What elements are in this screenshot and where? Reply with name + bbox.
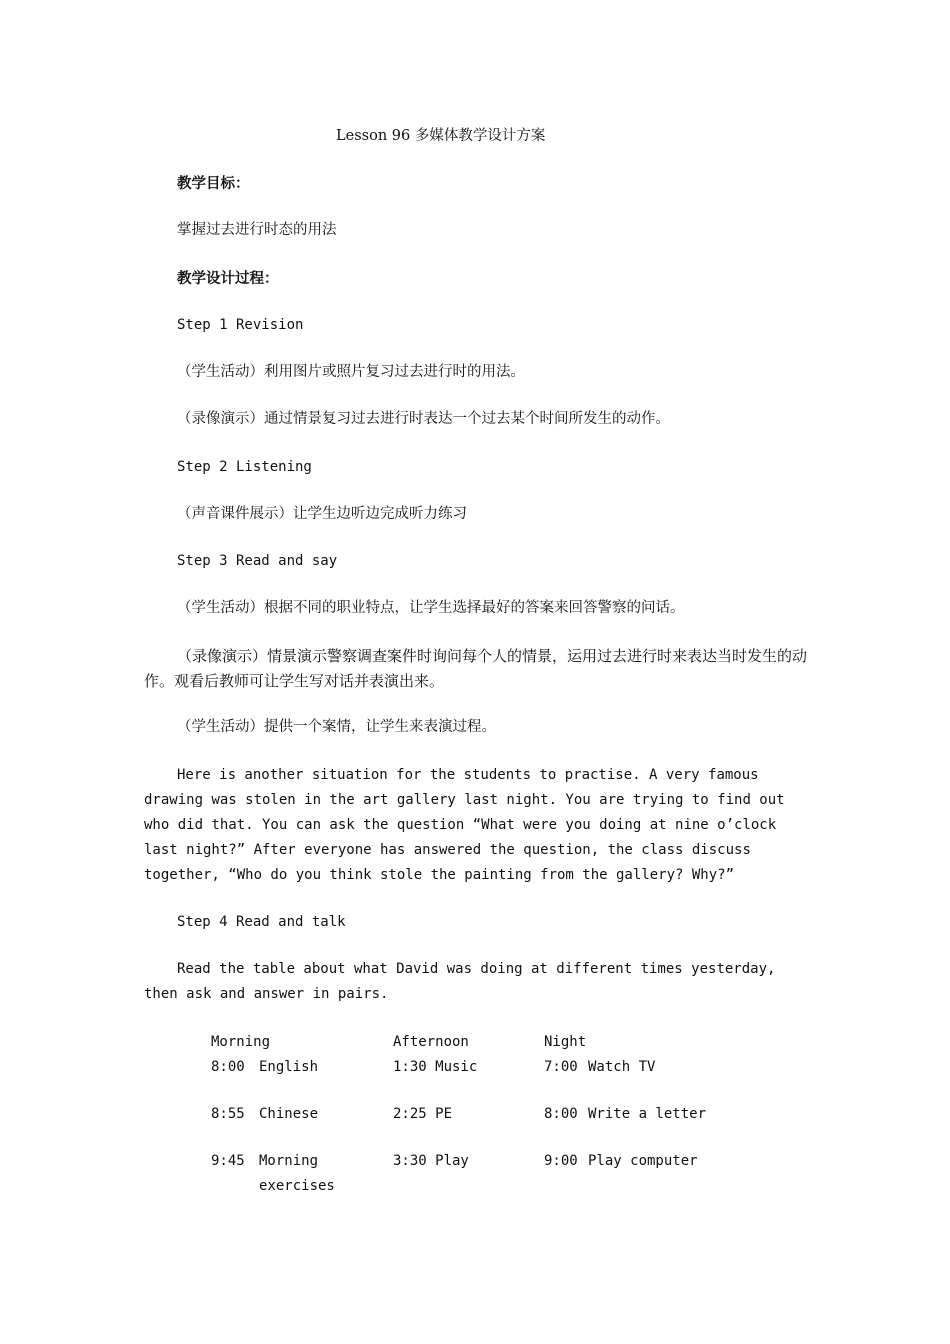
schedule-cell-time: 9:45	[211, 1153, 245, 1169]
step1-activity-b: （录像演示）通过情景复习过去进行时表达一个过去某个时间所发生的动作。	[177, 411, 670, 427]
schedule-header-night: Night	[544, 1034, 587, 1050]
step2-heading: Step 2 Listening	[177, 459, 312, 475]
schedule-cell-afternoon: 2:25 PE	[393, 1106, 453, 1122]
schedule-cell-afternoon: 1:30 Music	[393, 1059, 478, 1075]
step3-activity-a: （学生活动）根据不同的职业特点，让学生选择最好的答案来回答警察的问话。	[177, 600, 685, 616]
schedule-cell-subject: Chinese	[259, 1106, 319, 1122]
schedule-cell-night-time: 9:00	[544, 1153, 578, 1169]
schedule-cell-subject: Morning	[259, 1153, 319, 1169]
schedule-cell-subject: English	[259, 1059, 319, 1075]
step3-situation-paragraph: Here is another situation for the students to practise. A very famous drawing was stolen in the art gallery last night. You are trying to find out who did that. You can ask the question “What were you doing at nine o’clock last night?” After everyone has answered the question, the class discuss together, “Who do you think stole the painting from the gallery? Why?”	[144, 767, 785, 883]
step3-heading: Step 3 Read and say	[177, 553, 338, 569]
schedule-header-morning: Morning	[211, 1034, 271, 1050]
schedule-cell-subject-continued: exercises	[259, 1178, 335, 1194]
schedule-cell-night-activity: Watch TV	[588, 1059, 656, 1075]
schedule-cell-time: 8:55	[211, 1106, 245, 1122]
schedule-header-afternoon: Afternoon	[393, 1034, 469, 1050]
step1-activity-a: （学生活动）利用图片或照片复习过去进行时的用法。	[177, 364, 525, 380]
schedule-cell-night-activity: Play computer	[588, 1153, 698, 1169]
schedule-cell-time: 8:00	[211, 1059, 245, 1075]
objective-text: 掌握过去进行时态的用法	[177, 222, 337, 238]
step4-paragraph: Read the table about what David was doing at different times yesterday, then ask and answer in pairs.	[144, 961, 776, 1002]
schedule-cell-night-activity: Write a letter	[588, 1106, 707, 1122]
step4-heading: Step 4 Read and talk	[177, 914, 346, 930]
schedule-cell-night-time: 7:00	[544, 1059, 578, 1075]
schedule-cell-night-time: 8:00	[544, 1106, 578, 1122]
page-title: Lesson 96 多媒体教学设计方案	[336, 128, 546, 144]
objective-heading: 教学目标：	[177, 175, 250, 192]
step2-activity-a: （声音课件展示）让学生边听边完成听力练习	[177, 506, 467, 522]
schedule-cell-afternoon: 3:30 Play	[393, 1153, 469, 1169]
step3-activity-c: （学生活动）提供一个案情，让学生来表演过程。	[177, 719, 496, 735]
process-heading: 教学设计过程：	[177, 270, 279, 287]
step3-activity-b: （录像演示）情景演示警察调查案件时询问每个人的情景，运用过去进行时来表达当时发生的动作。观看后教师可让学生写对话并表演出来。	[144, 647, 808, 690]
step1-heading: Step 1 Revision	[177, 317, 304, 333]
